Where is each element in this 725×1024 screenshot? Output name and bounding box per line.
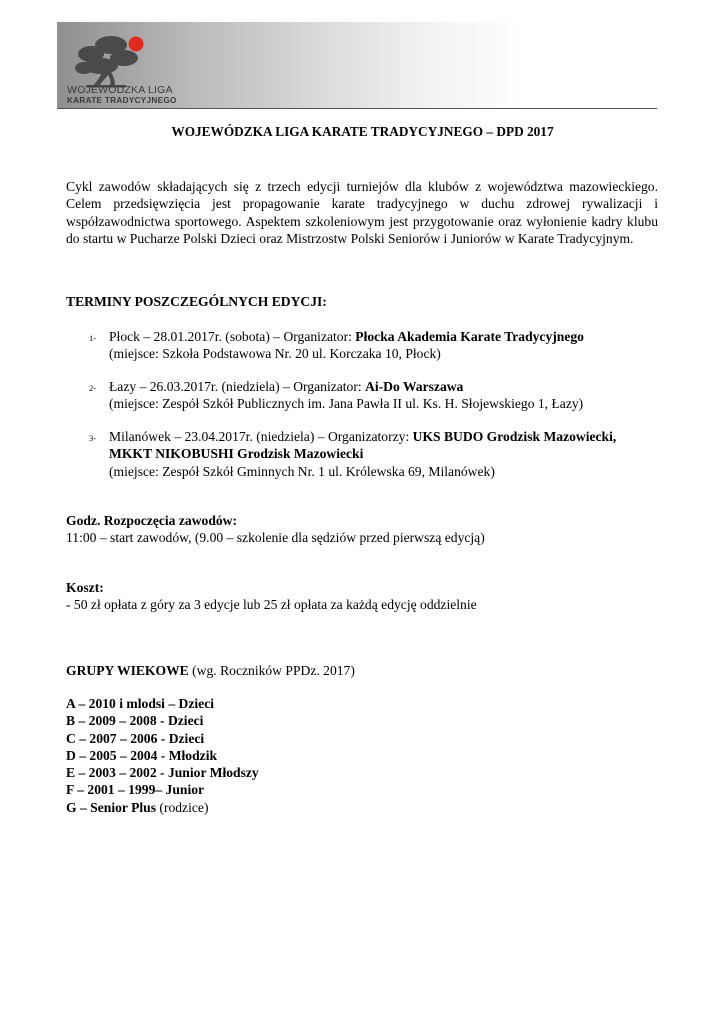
- age-group-f: [66, 781, 259, 798]
- term-text: Milanówek – 23.04.2017r. (niedziela) – Organizatorzy:: [109, 429, 413, 444]
- start-text: 11:00 – start zawodów, (9.00 – szkolenie dla sędziów przed pierwszą edycją): [66, 530, 485, 545]
- age-group-label: E – 2003 – 2002 - Junior Młodszy: [66, 765, 259, 781]
- header-rule: [57, 108, 657, 109]
- age-group-note: (rodzice): [156, 799, 209, 815]
- age-group-g: [66, 799, 259, 816]
- term-place: (miejsce: Zespół Szkół Publicznych im. Jana Pawła II ul. Ks. H. Słojewskiego 1, Łazy): [109, 396, 584, 412]
- age-group-d: [66, 747, 259, 764]
- age-group-label: A – 2010 i mlodsi – Dzieci: [66, 696, 215, 711]
- term-organizer: Płocka Akademia Karate Tradycyjnego: [355, 329, 584, 344]
- age-group-c: [66, 730, 259, 747]
- age-group-e: [66, 764, 259, 781]
- cost-heading: Koszt:: [66, 580, 104, 595]
- document-title: WOJEWÓDZKA LIGA KARATE TRADYCYJNEGO – DPD 2017: [171, 124, 554, 139]
- age-group-label: C – 2007 – 2006 - Dzieci: [66, 730, 205, 746]
- logo-text-line1: WOJEWÓDZKA LIGA: [67, 84, 173, 96]
- start-heading: Godz. Rozpoczęcia zawodów:: [66, 513, 238, 528]
- age-groups-list: [66, 695, 259, 816]
- groups-heading-line: [66, 663, 355, 679]
- term-number: 1-: [89, 333, 97, 343]
- term-organizer: UKS BUDO Grodzisk Mazowiecki,: [412, 429, 617, 444]
- term-organizer-2: MKKT NIKOBUSHI Grodzisk Mazowiecki: [109, 446, 364, 462]
- term-text: Płock – 28.01.2017r. (sobota) – Organizator:: [109, 329, 356, 344]
- age-group-a: [66, 695, 259, 712]
- age-group-label: F – 2001 – 1999– Junior: [66, 782, 205, 798]
- age-group-b: [66, 712, 259, 729]
- term-place: (miejsce: Zespół Szkół Gminnych Nr. 1 ul. Królewska 69, Milanówek): [109, 463, 495, 479]
- term-organizer: Ai-Do Warszawa: [365, 379, 464, 394]
- term-place: (miejsce: Szkoła Podstawowa Nr. 20 ul. Korczaka 10, Płock): [109, 346, 441, 362]
- age-group-label: B – 2009 – 2008 - Dzieci: [66, 713, 204, 729]
- groups-heading-note: (wg. Roczników PPDz. 2017): [188, 663, 355, 678]
- red-sun-dot: [129, 37, 144, 52]
- logo-text-line2: KARATE TRADYCYJNEGO: [67, 96, 177, 105]
- term-number: 3-: [89, 433, 97, 443]
- age-group-label: G – Senior Plus: [66, 799, 157, 815]
- age-group-label: D – 2005 – 2004 - Młodzik: [66, 747, 218, 763]
- groups-heading: GRUPY WIEKOWE: [66, 663, 189, 678]
- intro-paragraph: [66, 178, 658, 248]
- term-text: Łazy – 26.03.2017r. (niedziela) – Organizator:: [109, 379, 366, 394]
- terms-heading: TERMINY POSZCZEGÓLNYCH EDYCJI:: [66, 294, 327, 309]
- intro-text: Cykl zawodów składających się z trzech edycji turniejów dla klubów z województwa mazowieckiego. Celem przedsięwzięcia jest propagowanie karate tradycyjnego w duchu zdrowej rywalizacji i współzawodnictwa sportowego. Aspektem szkoleniowym jest przygotowanie oraz wyłonienie kadry klubu do startu w Pucharze Polski Dzieci oraz Mistrzostw Polski Seniorów i Juniorów w Karate Tradycyjnym.: [66, 179, 658, 247]
- cost-text: - 50 zł opłata z góry za 3 edycje lub 25 zł opłata za każdą edycję oddzielnie: [66, 597, 477, 612]
- term-number: 2-: [89, 383, 97, 393]
